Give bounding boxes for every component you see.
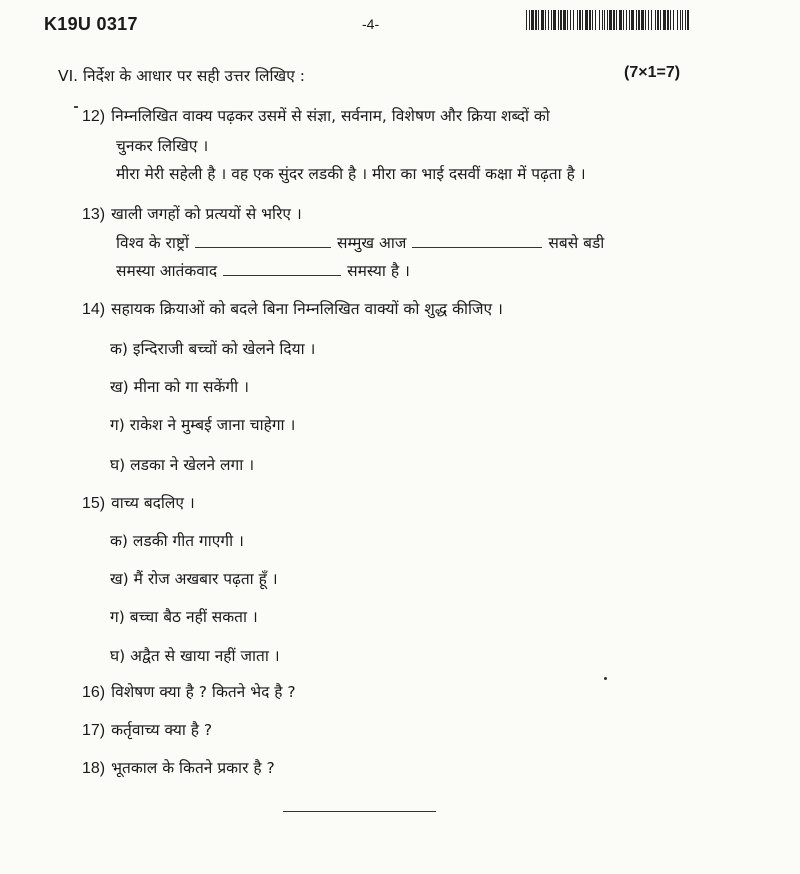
question-14: [82, 297, 503, 319]
sub-item: [110, 413, 295, 435]
barcode-bar: [670, 10, 671, 30]
barcode-bar: [538, 10, 539, 30]
question-17: [82, 718, 212, 740]
fill-text: समस्या आतंकवाद: [116, 262, 218, 280]
barcode-bar: [531, 10, 534, 30]
fill-blank-line-2: [116, 259, 410, 281]
fill-text: सबसे बडी: [548, 234, 605, 252]
barcode-bar: [541, 10, 544, 30]
barcode-bar: [663, 10, 666, 30]
barcode-bar: [529, 10, 530, 30]
barcode-bar: [595, 10, 596, 30]
question-number: 17): [82, 722, 106, 739]
barcode-bar: [613, 10, 615, 30]
barcode-bar: [641, 10, 644, 30]
barcode-bar: [602, 10, 603, 30]
barcode-bar: [651, 10, 652, 30]
fill-text: सम्मुख आज: [337, 234, 407, 252]
sub-item: [110, 453, 254, 475]
barcode-bar: [682, 10, 683, 30]
sub-item-text: बच्चा बैठ नहीं सकता ।: [129, 608, 258, 626]
barcode-bar: [629, 10, 630, 30]
question-number: 16): [82, 684, 106, 701]
barcode-bar: [657, 10, 659, 30]
question-text: खाली जगहों को प्रत्ययों से भरिए ।: [111, 205, 302, 223]
question-text: वाच्य बदलिए ।: [111, 494, 195, 512]
sub-item-label: घ): [110, 456, 126, 474]
fill-text: समस्या है ।: [347, 262, 410, 280]
barcode-bar: [551, 10, 552, 30]
sub-item-text: मैं रोज अखबार पढ़ता हूँ ।: [133, 570, 278, 588]
sub-item: [110, 644, 280, 666]
blank-space: [412, 246, 542, 248]
sub-item-label: ख): [110, 570, 129, 588]
barcode-bar: [616, 10, 617, 30]
sub-item-label: ग): [110, 416, 125, 434]
section-heading: VI. निर्देश के आधार पर सही उत्तर लिखिए :: [58, 67, 305, 85]
question-text: कर्तृवाच्य क्या है ?: [111, 721, 213, 739]
barcode-bar: [677, 10, 678, 30]
sub-item-text: इन्दिराजी बच्चों को खेलने दिया ।: [132, 340, 316, 358]
barcode-image: [526, 10, 689, 30]
barcode-bar: [548, 10, 549, 30]
blank-space: [195, 246, 331, 248]
barcode-bar: [648, 10, 649, 30]
end-rule: [283, 811, 436, 812]
barcode-bar: [626, 10, 627, 30]
barcode-bar: [607, 10, 608, 30]
barcode-bar: [636, 10, 637, 30]
question-18: [82, 756, 275, 778]
barcode-bar: [655, 10, 656, 30]
barcode-bar: [685, 10, 686, 30]
sub-item-label: क): [110, 532, 128, 550]
sub-item-text: लडका ने खेलने लगा ।: [130, 456, 255, 474]
question-text: भूतकाल के कितने प्रकार है ?: [111, 759, 275, 777]
barcode-bar: [535, 10, 537, 30]
barcode-bar: [567, 10, 568, 30]
question-number: 13): [82, 206, 106, 223]
barcode-bar: [599, 10, 600, 30]
fill-blank-line-1: [116, 231, 604, 253]
question-number: 12): [82, 108, 106, 125]
barcode-bar: [687, 10, 689, 30]
question-number: 18): [82, 760, 106, 777]
question-12-continued: चुनकर लिखिए ।: [116, 137, 209, 155]
sub-item-text: मीना को गा सकेंगी ।: [133, 378, 249, 396]
barcode-bar: [553, 10, 556, 30]
fill-text: विश्व के राष्ट्रों: [116, 234, 190, 252]
question-15: [82, 491, 195, 513]
barcode-bar: [577, 10, 578, 30]
stray-dot: [604, 677, 607, 680]
barcode-bar: [673, 10, 674, 30]
sub-item: [110, 567, 278, 589]
sub-item: [110, 529, 244, 551]
sub-item-label: ग): [110, 608, 125, 626]
barcode-bar: [526, 10, 527, 30]
barcode-bar: [573, 10, 574, 30]
sub-item-text: अद्वैत से खाया नहीं जाता ।: [130, 647, 280, 665]
sub-item: [110, 375, 249, 397]
question-13: [82, 202, 302, 224]
barcode-bar: [570, 10, 571, 30]
barcode-bar: [560, 10, 562, 30]
barcode-bar: [558, 10, 559, 30]
barcode-bar: [623, 10, 624, 30]
pen-mark: [74, 106, 78, 108]
barcode-bar: [585, 10, 588, 30]
sub-item: [110, 605, 258, 627]
barcode-bar: [589, 10, 591, 30]
barcode-bar: [579, 10, 581, 30]
sub-item-label: क): [110, 340, 128, 358]
question-text: विशेषण क्या है ? कितने भेद है ?: [111, 683, 296, 701]
blank-space: [223, 274, 341, 276]
barcode-bar: [563, 10, 566, 30]
question-12: [82, 104, 550, 126]
barcode-bar: [545, 10, 546, 30]
barcode-bar: [680, 10, 681, 30]
section-marks: (7×1=7): [624, 64, 681, 81]
barcode-bar: [631, 10, 634, 30]
barcode-bar: [638, 10, 640, 30]
question-12-sentence: मीरा मेरी सहेली है । वह एक सुंदर लडकी है । मीरा का भाई दसवीं कक्षा में पढ़ता है ।: [116, 165, 586, 183]
barcode-bar: [592, 10, 593, 30]
question-text: सहायक क्रियाओं को बदले बिना निम्नलिखित वाक्यों को शुद्ध कीजिए ।: [111, 300, 503, 318]
paper-code: K19U 0317: [44, 14, 138, 34]
sub-item-label: ख): [110, 378, 129, 396]
barcode-bar: [619, 10, 622, 30]
sub-item-label: घ): [110, 647, 126, 665]
barcode-bar: [645, 10, 646, 30]
question-number: 14): [82, 301, 106, 318]
sub-item-text: लडकी गीत गाएगी ।: [132, 532, 244, 550]
page-number: -4-: [362, 16, 380, 32]
question-number: 15): [82, 495, 106, 512]
sub-item: [110, 337, 315, 359]
barcode-bar: [582, 10, 583, 30]
sub-item-text: राकेश ने मुम्बई जाना चाहेगा ।: [129, 416, 296, 434]
barcode-bar: [604, 10, 605, 30]
barcode-bar: [609, 10, 612, 30]
question-text: निम्नलिखित वाक्य पढ़कर उसमें से संज्ञा, सर्वनाम, विशेषण और क्रिया शब्दों को: [111, 107, 550, 125]
question-16: [82, 680, 296, 702]
barcode-bar: [660, 10, 661, 30]
barcode-bar: [667, 10, 669, 30]
